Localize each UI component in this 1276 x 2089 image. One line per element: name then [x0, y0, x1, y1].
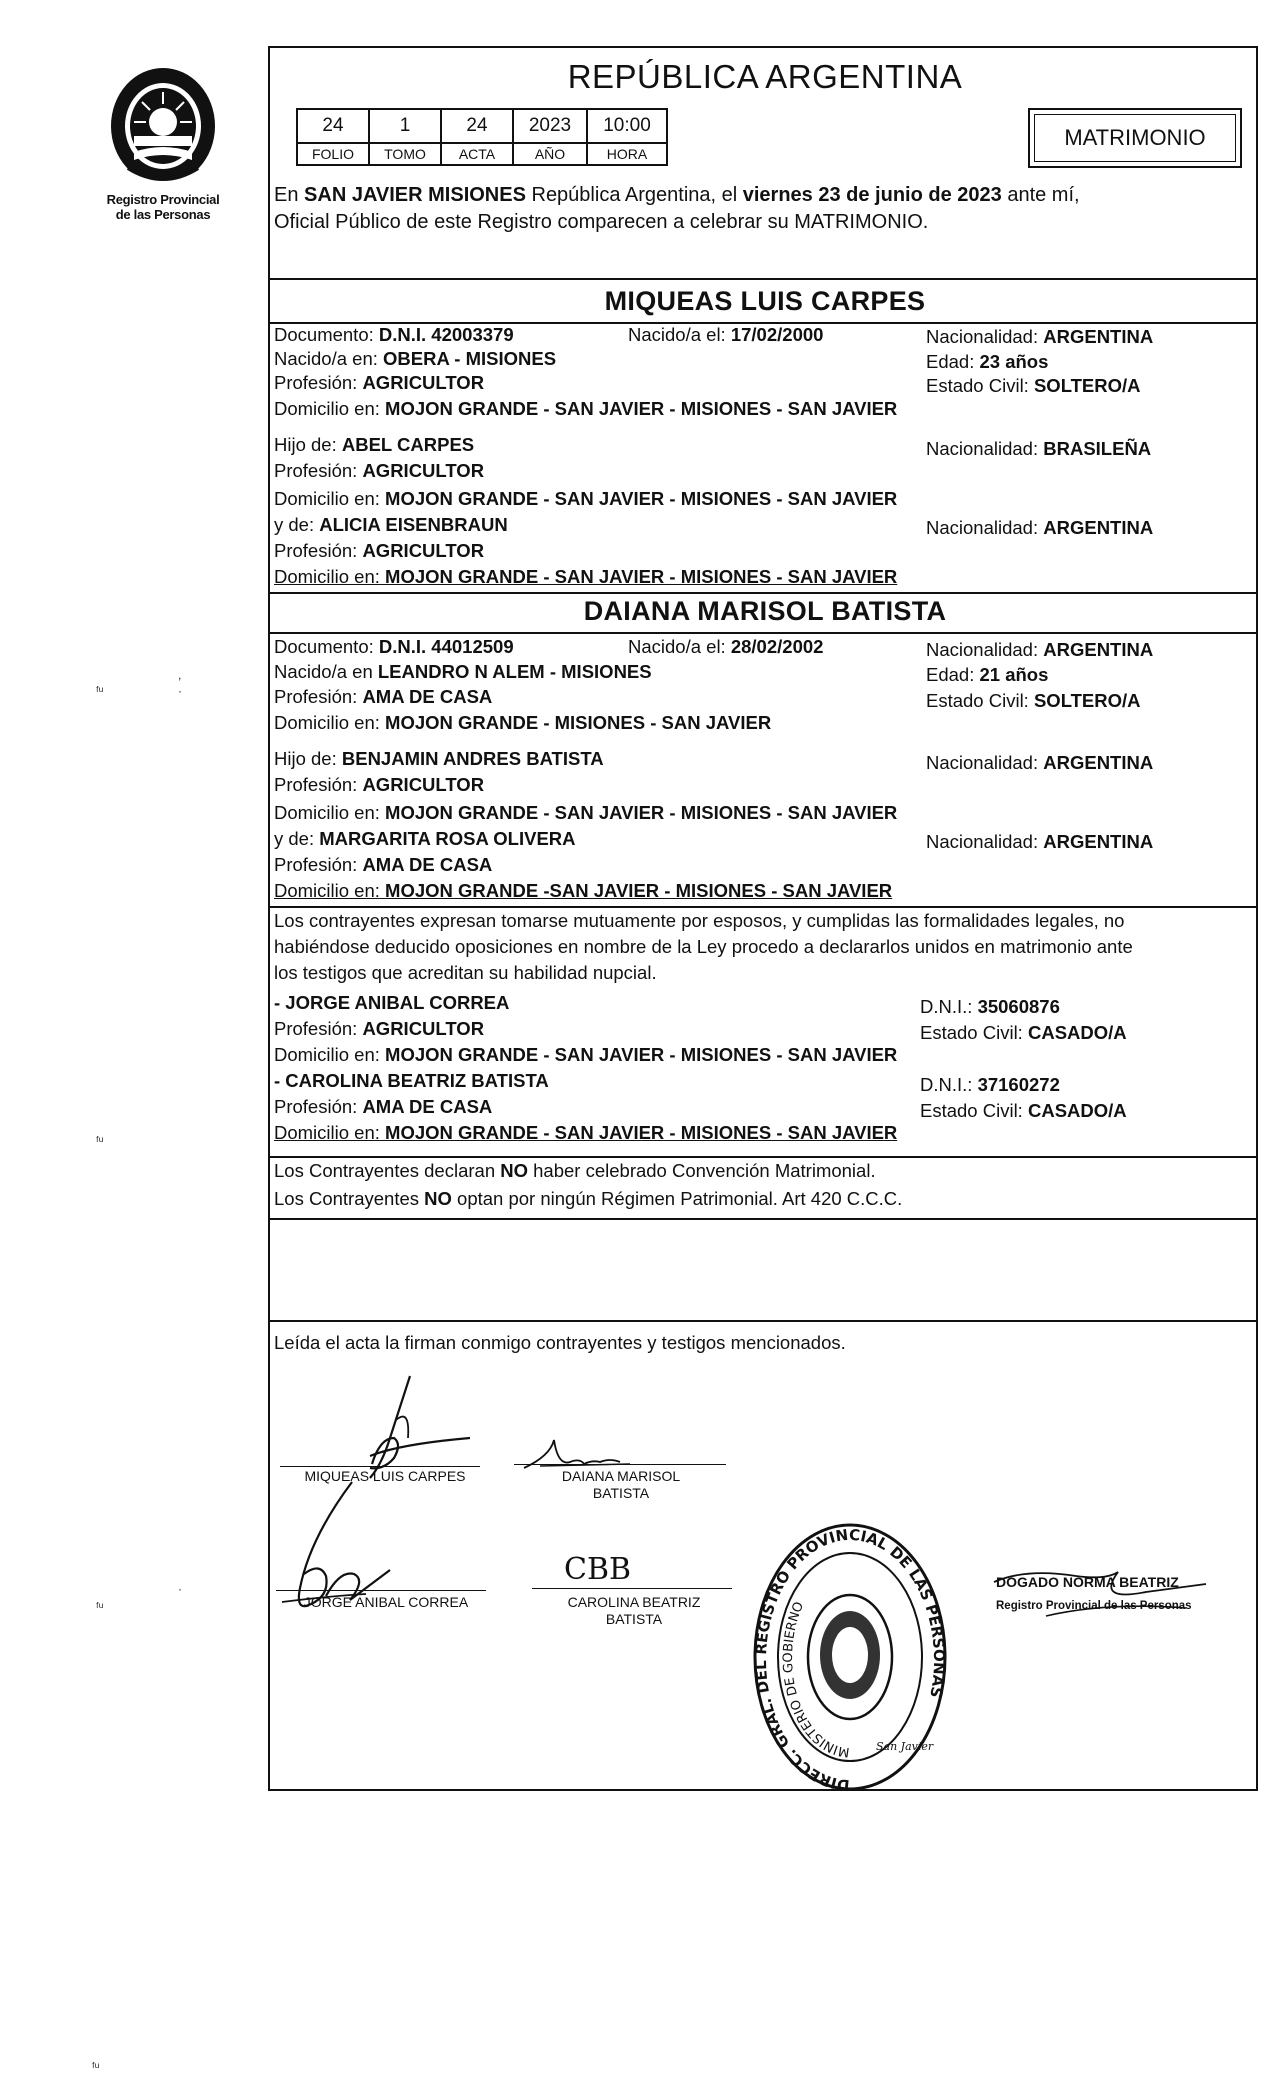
declaration-line-2: habiéndose deducido oposiciones en nombre de la Ley procedo a declararlos unidos en matrimonio ante	[274, 936, 1133, 957]
closing-statement: Leída el acta la firman conmigo contrayentes y testigos mencionados.	[274, 1332, 846, 1353]
c1-profesion: Profesión: AGRICULTOR	[274, 372, 485, 393]
c2-nacionalidad: Nacionalidad: ARGENTINA	[926, 639, 1154, 660]
c1-nacido-el: Nacido/a el: 17/02/2000	[628, 324, 824, 345]
c1-padre-profesion: Profesión: AGRICULTOR	[274, 460, 485, 481]
registry-logo	[88, 62, 238, 242]
country-title: REPÚBLICA ARGENTINA	[567, 58, 963, 95]
c2-estado-civil: Estado Civil: SOLTERO/A	[926, 690, 1141, 711]
signature-name-4: CAROLINA BEATRIZ BATISTA	[567, 1594, 701, 1627]
c2-edad: Edad: 21 años	[926, 664, 1049, 685]
official-signature-icon	[986, 1562, 1236, 1622]
c1-nacionalidad: Nacionalidad: ARGENTINA	[926, 326, 1154, 347]
c2-domicilio: Domicilio en: MOJON GRANDE - MISIONES - SAN JAVIER	[274, 712, 772, 733]
folio-cell: 24 FOLIO	[298, 110, 370, 164]
c2-madre-nacionalidad: Nacionalidad: ARGENTINA	[926, 831, 1154, 852]
c1-estado-civil: Estado Civil: SOLTERO/A	[926, 375, 1141, 396]
signature-carolina-handwriting: CBB	[564, 1552, 632, 1587]
intro-line-1: En SAN JAVIER MISIONES República Argentina, el viernes 23 de junio de 2023 ante mí,	[274, 184, 1080, 206]
c1-documento: Documento: D.N.I. 42003379	[274, 324, 514, 345]
testigo-2-estado-civil: Estado Civil: CASADO/A	[920, 1100, 1127, 1121]
seal-inner-text: MINISTERIO DE GOBIERNO	[781, 1599, 851, 1760]
testigo-1-name: - JORGE ANIBAL CORREA	[274, 992, 510, 1013]
official-name: DOGADO NORMA BEATRIZ	[996, 1574, 1179, 1590]
c2-padre: Hijo de: BENJAMIN ANDRES BATISTA	[274, 748, 604, 769]
c2-lugar: Nacido/a en LEANDRO N ALEM - MISIONES	[274, 661, 652, 682]
anio-cell: 2023 AÑO	[514, 110, 588, 164]
tomo-cell: 1 TOMO	[370, 110, 442, 164]
testigo-1-domicilio: Domicilio en: MOJON GRANDE - SAN JAVIER - MISIONES - SAN JAVIER	[274, 1044, 898, 1065]
c2-madre: y de: MARGARITA ROSA OLIVERA	[274, 828, 576, 849]
c1-lugar: Nacido/a en: OBERA - MISIONES	[274, 348, 557, 369]
c2-madre-profesion: Profesión: AMA DE CASA	[274, 854, 493, 875]
c2-padre-nacionalidad: Nacionalidad: ARGENTINA	[926, 752, 1154, 773]
seal-outer-text: DIRECC. GRAL. DEL REGISTRO PROVINCIAL DE LAS PERSONAS	[751, 1525, 949, 1795]
record-type-box	[1028, 108, 1242, 168]
contrayente-1-name: MIQUEAS LUIS CARPES	[604, 286, 926, 316]
c1-madre-domicilio: Domicilio en: MOJON GRANDE - SAN JAVIER - MISIONES - SAN JAVIER	[274, 566, 898, 587]
c1-edad: Edad: 23 años	[926, 351, 1049, 372]
contrayente-2-name: DAIANA MARISOL BATISTA	[583, 596, 947, 626]
official-seal-icon	[750, 1520, 950, 1795]
signature-name-1: MIQUEAS LUIS CARPES	[304, 1468, 466, 1484]
testigo-2-profesion: Profesión: AMA DE CASA	[274, 1096, 493, 1117]
hora-cell: 10:00 HORA	[588, 110, 666, 164]
testigo-1-estado-civil: Estado Civil: CASADO/A	[920, 1022, 1127, 1043]
testigo-1-profesion: Profesión: AGRICULTOR	[274, 1018, 485, 1039]
provincial-emblem-icon	[104, 62, 222, 192]
testigo-2-name: - CAROLINA BEATRIZ BATISTA	[274, 1070, 549, 1091]
c2-profesion: Profesión: AMA DE CASA	[274, 686, 493, 707]
seal-city: San Javier	[876, 1740, 934, 1753]
c1-padre-nacionalidad: Nacionalidad: BRASILEÑA	[926, 438, 1152, 459]
c2-documento: Documento: D.N.I. 44012509	[274, 636, 514, 657]
registry-name: Registro Provincial de las Personas	[106, 192, 220, 222]
signature-name-2: DAIANA MARISOL BATISTA	[561, 1468, 681, 1501]
c2-nacido-el: Nacido/a el: 28/02/2002	[628, 636, 824, 657]
testigo-1-dni: D.N.I.: 35060876	[920, 996, 1060, 1017]
testigo-2-domicilio: Domicilio en: MOJON GRANDE - SAN JAVIER - MISIONES - SAN JAVIER	[274, 1122, 898, 1143]
c1-madre: y de: ALICIA EISENBRAUN	[274, 514, 508, 535]
intro-line-2: Oficial Público de este Registro comparecen a celebrar su MATRIMONIO.	[274, 211, 929, 233]
c1-madre-profesion: Profesión: AGRICULTOR	[274, 540, 485, 561]
official-office: Registro Provincial de las Personas	[996, 1600, 1192, 1612]
c1-domicilio: Domicilio en: MOJON GRANDE - SAN JAVIER - MISIONES - SAN JAVIER	[274, 398, 898, 419]
declaration-line-1: Los contrayentes expresan tomarse mutuamente por esposos, y cumplidas las formalidades legales, no	[274, 910, 1125, 931]
c1-padre-domicilio: Domicilio en: MOJON GRANDE - SAN JAVIER - MISIONES - SAN JAVIER	[274, 488, 898, 509]
regimen-line-2: Los Contrayentes NO optan por ningún Régimen Patrimonial. Art 420 C.C.C.	[274, 1188, 903, 1209]
acta-cell: 24 ACTA	[442, 110, 514, 164]
c2-padre-domicilio: Domicilio en: MOJON GRANDE - SAN JAVIER - MISIONES - SAN JAVIER	[274, 802, 898, 823]
c2-padre-profesion: Profesión: AGRICULTOR	[274, 774, 485, 795]
record-type: MATRIMONIO	[1034, 114, 1236, 162]
record-reference-grid	[296, 108, 668, 166]
regimen-line-1: Los Contrayentes declaran NO haber celebrado Convención Matrimonial.	[274, 1160, 876, 1181]
declaration-line-3: los testigos que acreditan su habilidad nupcial.	[274, 962, 657, 983]
c1-padre: Hijo de: ABEL CARPES	[274, 434, 475, 455]
signature-name-3: JORGE ANIBAL CORREA	[303, 1594, 469, 1610]
testigo-2-dni: D.N.I.: 37160272	[920, 1074, 1060, 1095]
official-stamp	[986, 1562, 1236, 1632]
c2-madre-domicilio: Domicilio en: MOJON GRANDE -SAN JAVIER - MISIONES - SAN JAVIER	[274, 880, 893, 901]
c1-madre-nacionalidad: Nacionalidad: ARGENTINA	[926, 517, 1154, 538]
